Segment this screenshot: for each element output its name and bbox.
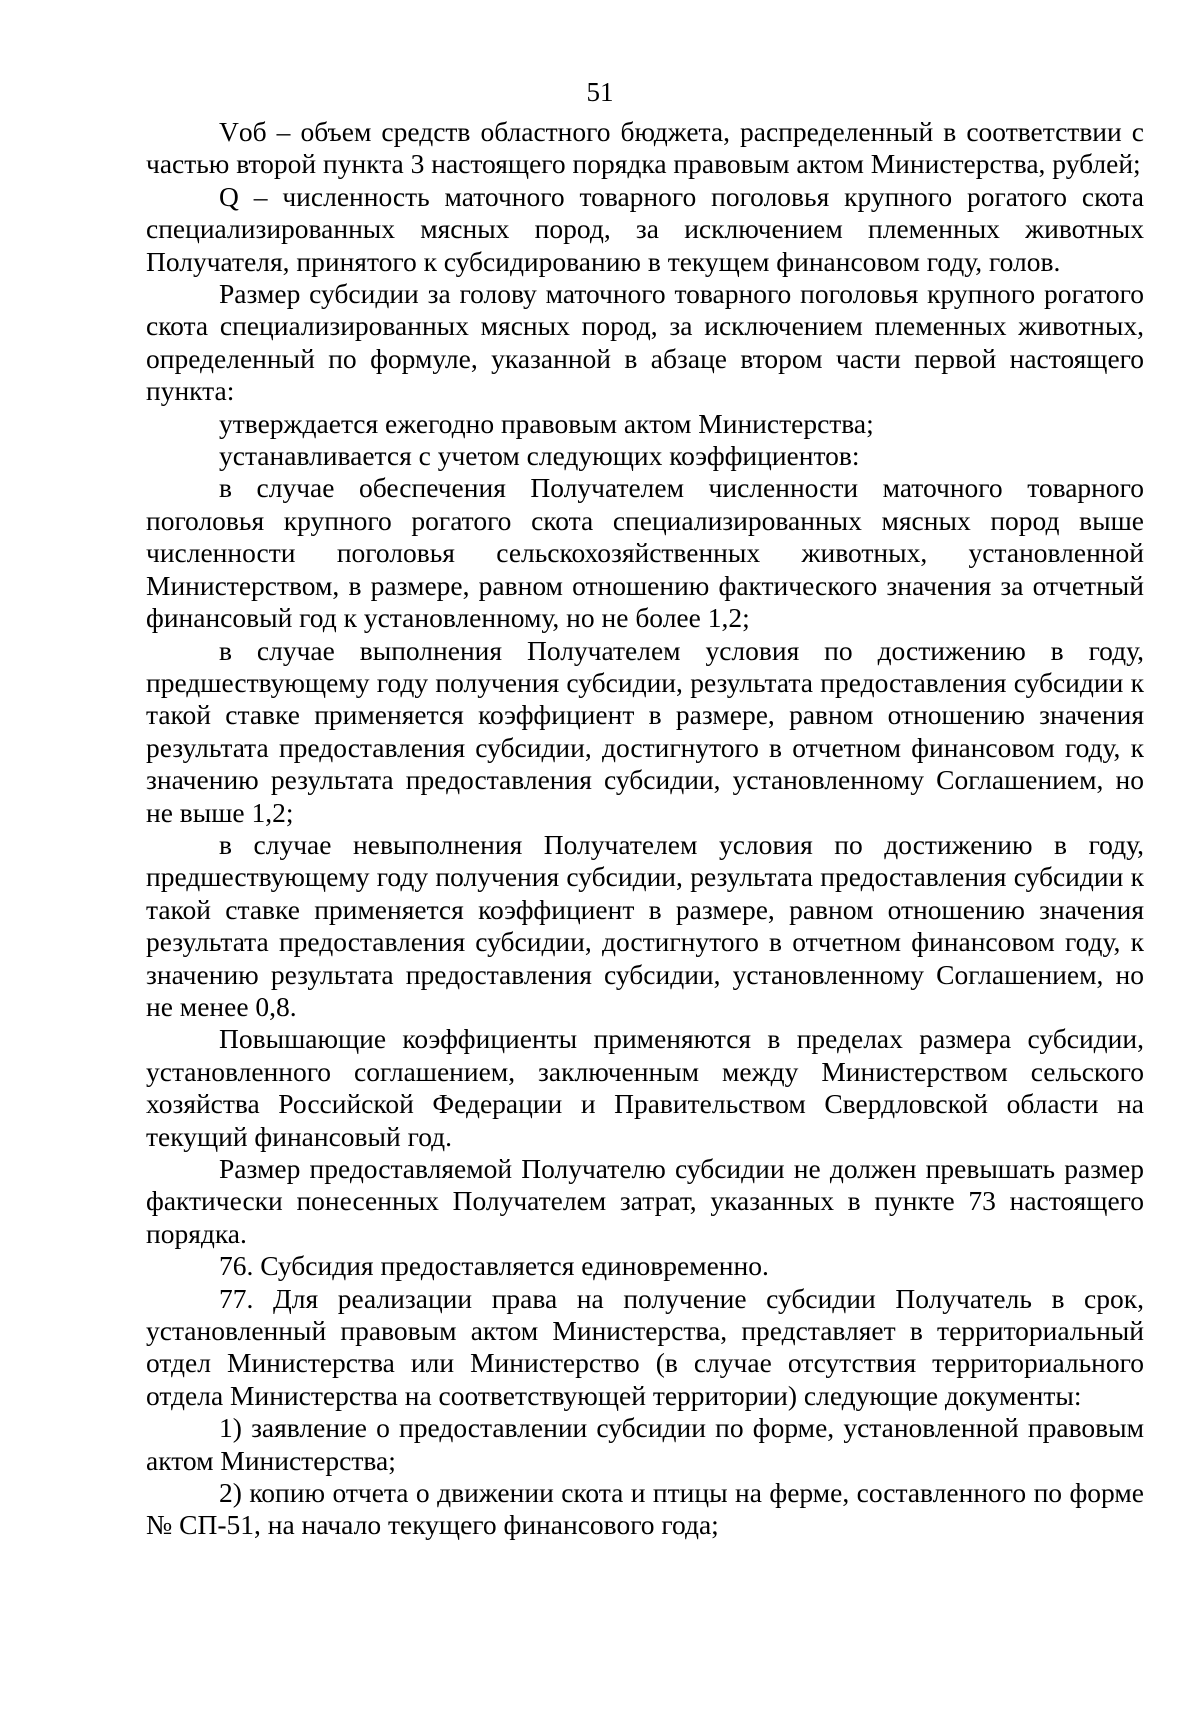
paragraph-approved-annually: утверждается ежегодно правовым актом Министерства; (219, 407, 874, 439)
paragraph-vob-definition: Vоб – объем средств областного бюджета, распределенный в соответствии с частью второй пункта 3 настоящего порядка правовым актом Министерства, рублей; (146, 116, 1144, 180)
paragraph-coefficient-unfulfilled: в случае невыполнения Получателем условия по достижению в году, предшествующему году получения субсидии, результата предоставления субсидии к такой ставке применяется коэффициент в размере, равном отношению значения результата предоставления субсидии, достигнутого в отчетном финансовом году, к значению результата предоставления субсидии, установленному Соглашением, но не менее 0,8. (146, 828, 1144, 1022)
paragraph-document-1: 1) заявление о предоставлении субсидии по форме, установленной правовым актом Министерства; (146, 1412, 1144, 1476)
document-body (146, 116, 1144, 1542)
paragraph-increasing-coefficients: Повышающие коэффициенты применяются в пределах размера субсидии, установленного соглашением, заключенным между Министерством сельского хозяйства Российской Федерации и Правительством Свердловской области на текущий финансовый год. (146, 1023, 1144, 1152)
paragraph-subsidy-size: Размер субсидии за голову маточного товарного поголовья крупного рогатого скота специализированных мясных пород, за исключением племенных животных, определенный по формуле, указанной в абзаце втором части первой настоящего пункта: (146, 278, 1144, 407)
paragraph-q-definition: Q – численность маточного товарного поголовья крупного рогатого скота специализированных мясных пород, за исключением племенных животных Получателя, принятого к субсидированию в текущем финансовом году, голов. (146, 180, 1144, 277)
paragraph-document-2: 2) копию отчета о движении скота и птицы на ферме, составленного по форме № СП-51, на начало текущего финансового года; (146, 1477, 1144, 1541)
paragraph-item-76: 76. Субсидия предоставляется единовременно. (219, 1250, 769, 1282)
paragraph-coefficients-intro: устанавливается с учетом следующих коэффициентов: (219, 440, 860, 472)
page-number: 51 (586, 77, 614, 107)
paragraph-coefficient-headcount: в случае обеспечения Получателем численности маточного товарного поголовья крупного рогатого скота специализированных мясных пород выше численности поголовья сельскохозяйственных животных, установленной Министерством, в размере, равном отношению фактического значения за отчетный финансовый год к установленному, но не более 1,2; (146, 472, 1144, 634)
paragraph-coefficient-fulfilled: в случае выполнения Получателем условия по достижению в году, предшествующему году получения субсидии, результата предоставления субсидии к такой ставке применяется коэффициент в размере, равном отношению значения результата предоставления субсидии, достигнутого в отчетном финансовом году, к значению результата предоставления субсидии, установленному Соглашением, но не выше 1,2; (146, 634, 1144, 828)
paragraph-item-77: 77. Для реализации права на получение субсидии Получатель в срок, установленный правовым актом Министерства, представляет в территориальный отдел Министерства или Министерство (в случае отсутствия территориального отдела Министерства на соответствующей территории) следующие документы: (146, 1282, 1144, 1411)
paragraph-subsidy-limit: Размер предоставляемой Получателю субсидии не должен превышать размер фактически понесенных Получателем затрат, указанных в пункте 73 настоящего порядка. (146, 1153, 1144, 1249)
